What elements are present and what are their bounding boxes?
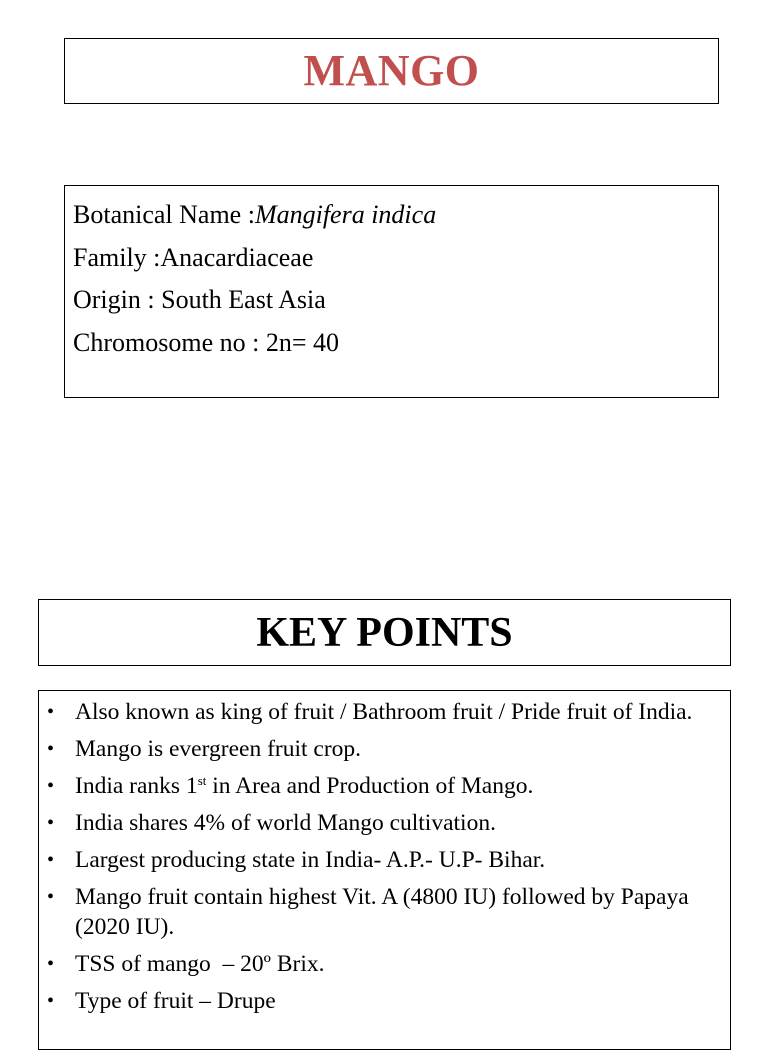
list-item-text: India shares 4% of world Mango cultivation. — [75, 810, 496, 836]
title-box — [64, 38, 719, 104]
list-item-text: Also known as king of fruit / Bathroom fruit / Pride fruit of India. — [75, 699, 693, 725]
list-item — [47, 882, 710, 942]
page-title: MANGO — [303, 46, 480, 95]
chromosome-line: Chromosome no : 2n= 40 — [73, 327, 339, 357]
list-item-text: TSS of mango – 20º Brix. — [75, 951, 325, 977]
bullet-icon: • — [47, 886, 55, 908]
list-item-text: Largest producing state in India- A.P.- U.P- Bihar. — [75, 847, 546, 873]
botanical-name-line — [73, 194, 718, 237]
key-points-title-box — [38, 599, 731, 666]
family-line: Family :Anacardiaceae — [73, 242, 314, 272]
key-points-list — [47, 697, 710, 1016]
key-points-box — [38, 690, 731, 1050]
list-item-text-part: in Area and Production of Mango. — [206, 773, 534, 799]
list-item — [47, 986, 710, 1016]
list-item-text-part: India ranks 1 — [75, 773, 198, 799]
bullet-icon: • — [47, 701, 55, 723]
bullet-icon: • — [47, 990, 55, 1012]
bullet-icon: • — [47, 738, 55, 760]
list-item — [47, 845, 710, 875]
list-item — [47, 771, 710, 801]
ordinal-suffix: st — [197, 773, 207, 788]
list-item — [47, 697, 710, 727]
list-item — [47, 949, 710, 979]
key-points-title: KEY POINTS — [256, 609, 513, 656]
botanical-name-label: Botanical Name : — [73, 200, 255, 229]
bullet-icon: • — [47, 953, 55, 975]
bullet-icon: • — [47, 812, 55, 834]
list-item — [47, 808, 710, 838]
list-item — [47, 734, 710, 764]
list-item-text — [75, 773, 533, 799]
bullet-icon: • — [47, 849, 55, 871]
list-item-text: Type of fruit – Drupe — [75, 988, 276, 1014]
origin-line: Origin : South East Asia — [73, 285, 326, 314]
list-item-text: Mango is evergreen fruit crop. — [75, 736, 362, 762]
list-item-text: Mango fruit contain highest Vit. A (4800 IU) followed by Papaya (2020 IU). — [75, 884, 689, 940]
bullet-icon: • — [47, 775, 55, 797]
info-box — [64, 185, 719, 398]
botanical-name-value: Mangifera indica — [254, 200, 437, 229]
